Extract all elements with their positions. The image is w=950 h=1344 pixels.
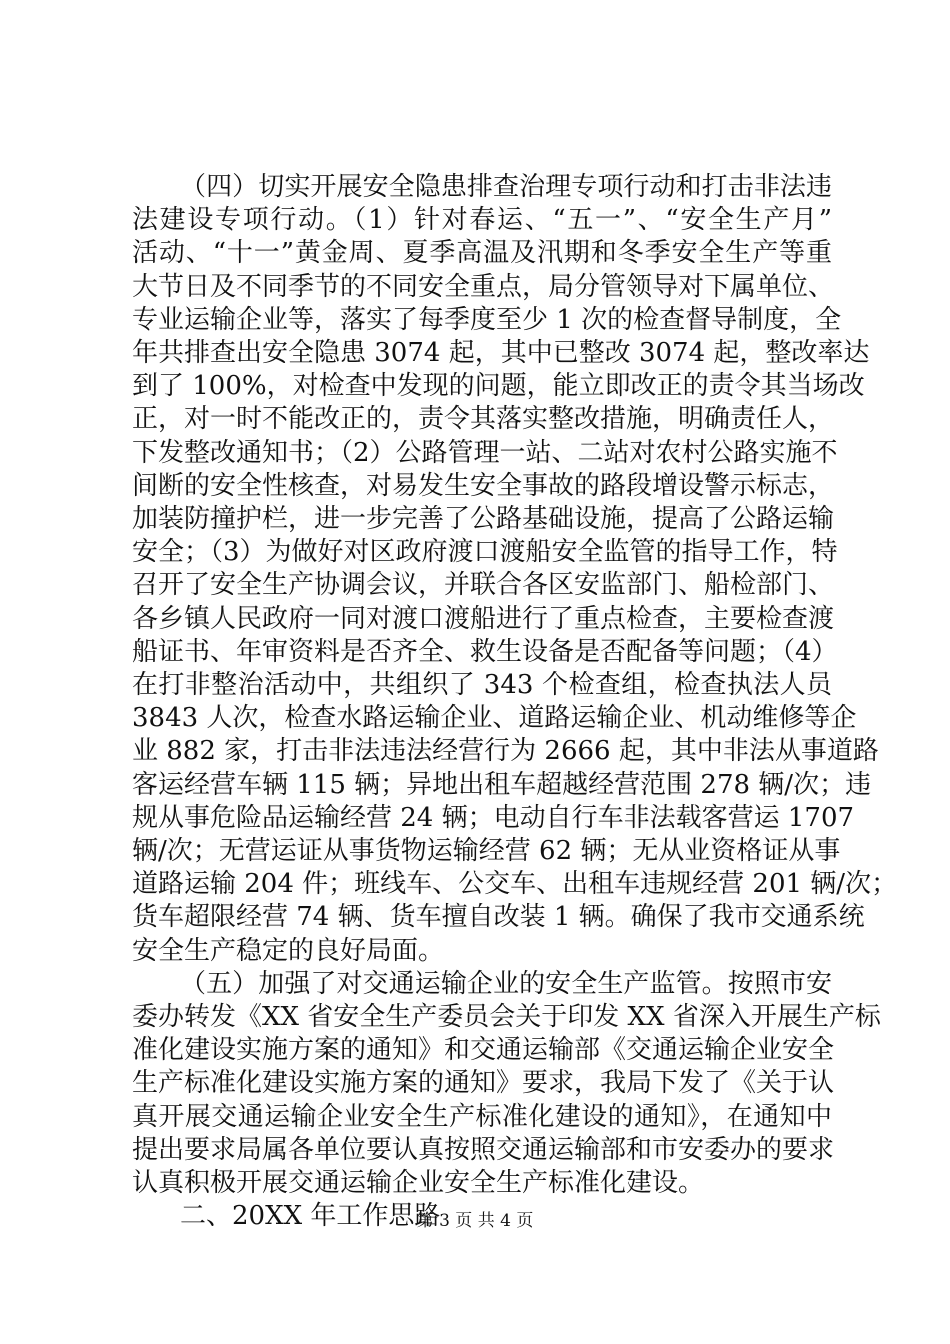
paragraph-4-line: 各乡镇人民政府一同对渡口渡船进行了重点检查，主要检查渡: [132, 604, 835, 634]
paragraph-4-line: （四）切实开展安全隐患排查治理专项行动和打击非法违: [180, 172, 832, 202]
paragraph-5-line: 准化建设实施方案的通知》和交通运输部《交通运输企业安全: [132, 1035, 835, 1065]
paragraph-4-line: 专业运输企业等，落实了每季度至少 1 次的检查督导制度，全: [132, 305, 842, 335]
paragraph-4-line: 3843 人次，检查水路运输企业、道路运输企业、机动维修等企: [132, 703, 857, 733]
paragraph-4-line: 客运经营车辆 115 辆；异地出租车超越经营范围 278 辆/次；违: [132, 770, 872, 800]
paragraph-4-line: 道路运输 204 件；班线车、公交车、出租车违规经营 201 辆/次；: [132, 869, 898, 899]
section-heading: 二、20XX 年工作思路: [180, 1201, 441, 1231]
paragraph-4-line: 货车超限经营 74 辆、货车擅自改装 1 辆。确保了我市交通系统: [132, 902, 865, 932]
paragraph-4-line: 加装防撞护栏，进一步完善了公路基础设施，提高了公路运输: [132, 504, 835, 534]
paragraph-4-line: 到了 100%，对检查中发现的问题，能立即改正的责令其当场改: [132, 371, 865, 401]
paragraph-5-line: 真开展交通运输企业安全生产标准化建设的通知》，在通知中: [132, 1102, 832, 1132]
paragraph-4-line: 安全生产稳定的良好局面。: [132, 936, 445, 966]
paragraph-5-line: 生产标准化建设实施方案的通知》要求，我局下发了《关于认: [132, 1068, 835, 1098]
paragraph-4-line: 规从事危险品运输经营 24 辆；电动自行车非法载客营运 1707: [132, 803, 855, 833]
paragraph-4-line: 船证书、年审资料是否齐全、救生设备是否配备等问题；（4）: [132, 637, 838, 667]
paragraph-4-line: 辆/次；无营运证从事货物运输经营 62 辆；无从业资格证从事: [132, 836, 841, 866]
paragraph-5-line: 认真积极开展交通运输企业安全生产标准化建设。: [132, 1168, 705, 1198]
paragraph-4-line: 正，对一时不能改正的，责令其落实整改措施，明确责任人，: [132, 404, 835, 434]
paragraph-4-line: 年共排查出安全隐患 3074 起，其中已整改 3074 起，整改率达: [132, 338, 870, 368]
paragraph-4-line: 业 882 家，打击非法违法经营行为 2666 起，其中非法从事道路: [132, 736, 879, 766]
paragraph-4-line: 下发整改通知书；（2）公路管理一站、二站对农村公路实施不: [132, 438, 838, 468]
paragraph-5-line: 提出要求局属各单位要认真按照交通运输部和市安委办的要求: [132, 1135, 835, 1165]
paragraph-4-line: 大节日及不同季节的不同安全重点，局分管领导对下属单位、: [132, 272, 835, 302]
paragraph-5-line: 委办转发《XX 省安全生产委员会关于印发 XX 省深入开展生产标: [132, 1002, 881, 1032]
paragraph-4-line: 法建设专项行动。（1）针对春运、“五一”、“安全生产月”: [132, 205, 832, 235]
paragraph-4-line: 间断的安全性核查，对易发生安全事故的路段增设警示标志，: [132, 471, 835, 501]
paragraph-4-line: 召开了安全生产协调会议，并联合各区安监部门、船检部门、: [132, 570, 835, 600]
page-footer: 第 3 页 共 4 页: [416, 1211, 534, 1231]
paragraph-5-line: （五）加强了对交通运输企业的安全生产监管。按照市安: [180, 969, 832, 999]
paragraph-4-line: 活动、“十一”黄金周、夏季高温及汛期和冬季安全生产等重: [132, 238, 832, 268]
paragraph-4-line: 安全；（3）为做好对区政府渡口渡船安全监管的指导工作，特: [132, 537, 838, 567]
paragraph-4-line: 在打非整治活动中，共组织了 343 个检查组，检查执法人员: [132, 670, 832, 700]
